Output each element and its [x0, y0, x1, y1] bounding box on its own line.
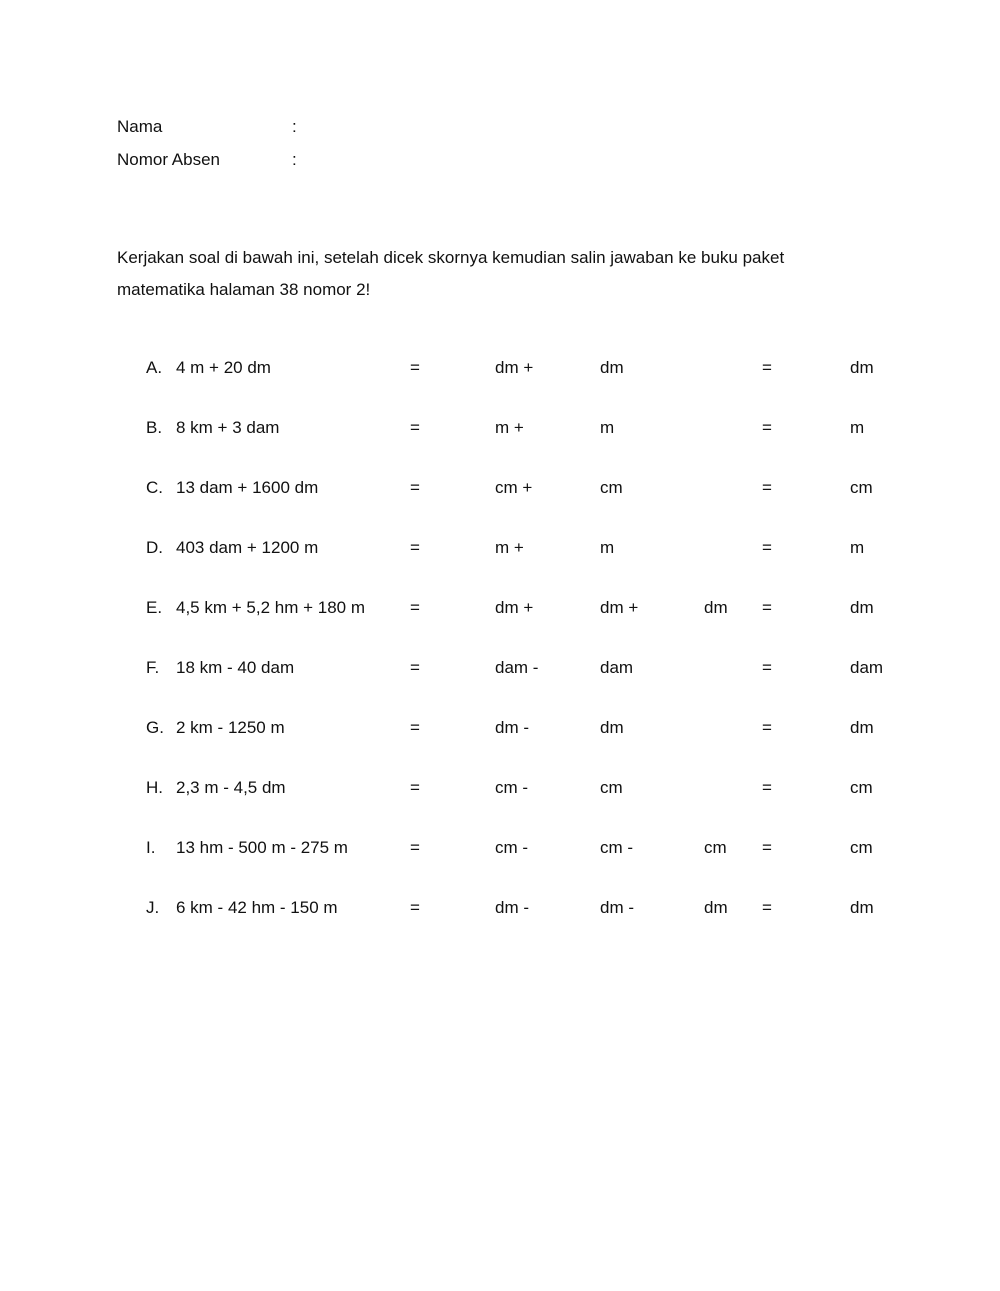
name-label: Nama — [117, 117, 163, 136]
question-letter: I. — [146, 838, 156, 857]
number-input[interactable] — [307, 149, 711, 173]
instruction-text: Kerjakan soal di bawah ini, setelah dicek skornya kemudian salin jawaban ke buku paket matematika halaman 38 nomor 2! — [117, 248, 785, 299]
unit-label: dm + — [600, 598, 639, 617]
equals-sign: = — [410, 538, 420, 557]
name-input[interactable] — [307, 116, 711, 140]
answer-input[interactable] — [448, 716, 496, 738]
question-expression: 18 km - 40 dam — [176, 658, 295, 677]
answer-input[interactable] — [552, 776, 600, 798]
answer-input[interactable] — [448, 656, 496, 678]
unit-label: m — [600, 418, 615, 437]
answer-input[interactable] — [552, 716, 600, 738]
unit-label: m + — [495, 538, 524, 557]
unit-label: m + — [495, 418, 524, 437]
answer-input[interactable] — [448, 596, 496, 618]
number-label: Nomor Absen — [117, 150, 220, 169]
answer-input[interactable] — [655, 596, 703, 618]
question-row — [0, 596, 1000, 620]
question-letter: E. — [146, 598, 163, 617]
unit-label: cm - — [600, 838, 634, 857]
question-expression: 13 dam + 1600 dm — [176, 478, 319, 497]
unit-label: m — [850, 418, 865, 437]
answer-input[interactable] — [552, 836, 600, 858]
unit-label: cm — [704, 838, 727, 857]
unit-label: dam — [600, 658, 634, 677]
question-expression: 6 km - 42 hm - 150 m — [176, 898, 338, 917]
unit-label: dm — [600, 358, 624, 377]
unit-label: dm - — [600, 898, 634, 917]
unit-label: dm - — [495, 718, 529, 737]
question-letter: D. — [146, 538, 163, 557]
unit-label: m — [600, 538, 615, 557]
question-expression: 403 dam + 1200 m — [176, 538, 319, 557]
question-letter: J. — [146, 898, 160, 917]
equals-sign: = — [762, 358, 772, 377]
equals-sign: = — [762, 598, 772, 617]
question-expression: 4 m + 20 dm — [176, 358, 271, 377]
answer-input[interactable] — [552, 416, 600, 438]
question-letter: C. — [146, 478, 163, 497]
answer-input[interactable] — [800, 476, 848, 498]
unit-label: dm — [704, 598, 728, 617]
answer-input[interactable] — [655, 896, 703, 918]
question-row — [0, 356, 1000, 380]
question-row — [0, 536, 1000, 560]
unit-label: dam — [850, 658, 884, 677]
answer-input[interactable] — [552, 536, 600, 558]
question-letter: F. — [146, 658, 160, 677]
answer-input[interactable] — [448, 836, 496, 858]
equals-sign: = — [410, 778, 420, 797]
equals-sign: = — [410, 478, 420, 497]
answer-input[interactable] — [448, 776, 496, 798]
answer-input[interactable] — [800, 896, 848, 918]
answer-input[interactable] — [800, 416, 848, 438]
answer-input[interactable] — [552, 476, 600, 498]
equals-sign: = — [762, 778, 772, 797]
equals-sign: = — [762, 838, 772, 857]
answer-input[interactable] — [800, 716, 848, 738]
answer-input[interactable] — [552, 656, 600, 678]
answer-input[interactable] — [655, 836, 703, 858]
number-colon: : — [292, 150, 297, 169]
unit-label: dm — [850, 598, 874, 617]
answer-input[interactable] — [800, 596, 848, 618]
answer-input[interactable] — [800, 356, 848, 378]
question-letter: G. — [146, 718, 164, 737]
equals-sign: = — [762, 478, 772, 497]
unit-label: cm - — [495, 838, 529, 857]
equals-sign: = — [410, 358, 420, 377]
question-letter: H. — [146, 778, 163, 797]
unit-label: cm + — [495, 478, 533, 497]
question-row — [0, 896, 1000, 920]
answer-input[interactable] — [800, 776, 848, 798]
equals-sign: = — [762, 718, 772, 737]
answer-input[interactable] — [552, 896, 600, 918]
equals-sign: = — [762, 418, 772, 437]
unit-label: dm — [850, 358, 874, 377]
question-expression: 8 km + 3 dam — [176, 418, 280, 437]
unit-label: dm — [850, 898, 874, 917]
unit-label: cm — [850, 838, 873, 857]
unit-label: dm — [704, 898, 728, 917]
question-row — [0, 476, 1000, 500]
unit-label: cm — [850, 778, 873, 797]
question-row — [0, 836, 1000, 860]
answer-input[interactable] — [552, 596, 600, 618]
answer-input[interactable] — [552, 356, 600, 378]
question-expression: 2 km - 1250 m — [176, 718, 285, 737]
question-row — [0, 656, 1000, 680]
question-row — [0, 716, 1000, 740]
answer-input[interactable] — [448, 476, 496, 498]
equals-sign: = — [410, 418, 420, 437]
unit-label: dm — [600, 718, 624, 737]
equals-sign: = — [410, 598, 420, 617]
answer-input[interactable] — [448, 416, 496, 438]
answer-input[interactable] — [800, 836, 848, 858]
unit-label: dm + — [495, 598, 534, 617]
answer-input[interactable] — [448, 356, 496, 378]
equals-sign: = — [762, 538, 772, 557]
name-colon: : — [292, 117, 297, 136]
unit-label: dam - — [495, 658, 539, 677]
answer-input[interactable] — [800, 656, 848, 678]
equals-sign: = — [410, 838, 420, 857]
question-expression: 13 hm - 500 m - 275 m — [176, 838, 348, 857]
unit-label: dm - — [495, 898, 529, 917]
question-expression: 2,3 m - 4,5 dm — [176, 778, 286, 797]
unit-label: cm — [600, 778, 623, 797]
equals-sign: = — [410, 658, 420, 677]
question-letter: A. — [146, 358, 163, 377]
unit-label: cm — [600, 478, 623, 497]
unit-label: dm + — [495, 358, 534, 377]
unit-label: m — [850, 538, 865, 557]
answer-input[interactable] — [448, 896, 496, 918]
equals-sign: = — [410, 898, 420, 917]
question-expression: 4,5 km + 5,2 hm + 180 m — [176, 598, 365, 617]
unit-label: cm — [850, 478, 873, 497]
unit-label: cm - — [495, 778, 529, 797]
question-row — [0, 776, 1000, 800]
question-row — [0, 416, 1000, 440]
answer-input[interactable] — [800, 536, 848, 558]
equals-sign: = — [762, 898, 772, 917]
unit-label: dm — [850, 718, 874, 737]
answer-input[interactable] — [448, 536, 496, 558]
question-letter: B. — [146, 418, 163, 437]
equals-sign: = — [762, 658, 772, 677]
equals-sign: = — [410, 718, 420, 737]
